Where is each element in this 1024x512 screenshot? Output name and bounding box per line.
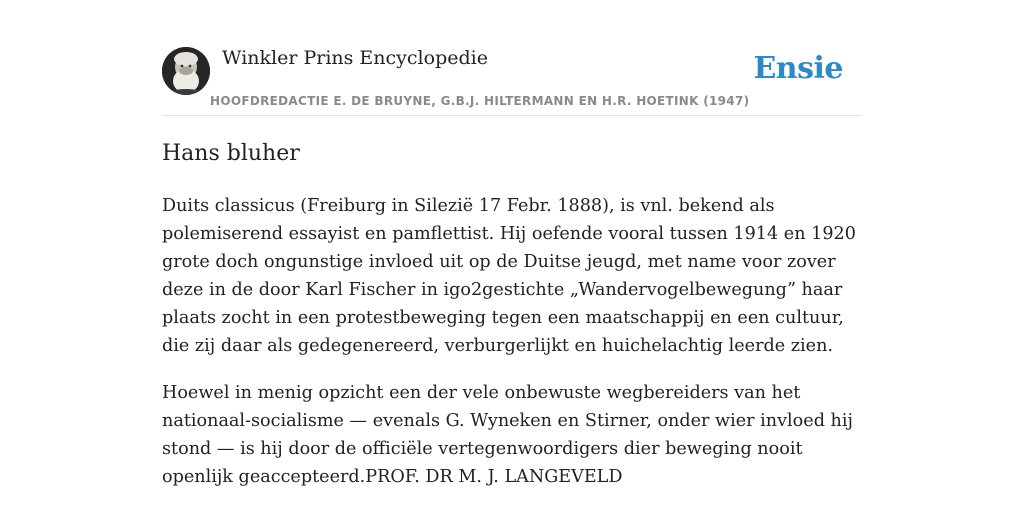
article-title: Hans bluher: [162, 141, 300, 166]
avatar[interactable]: [162, 47, 210, 95]
article: [162, 138, 862, 491]
article-paragraph: Duits classicus (Freiburg in Silezië 17 Febr. 1888), is vnl. bekend als polemiserend essayist en pamflettist. Hij oefende vooral tussen 1914 en 1920 grote doch ongunstige invloed uit op de Duitse jeugd, met name voor zover deze in de door Karl Fischer in igo2gestichte „Wandervogelbewegung” haar plaats zocht in een protestbeweging tegen een maatschappij en een cultuur, die zij daar als gedegenereerd, verburgerlijkt en huichelachtig leerde zien.: [162, 196, 856, 356]
source-header: [162, 0, 862, 116]
brand-logo[interactable]: Ensie: [753, 51, 843, 86]
article-paragraph: Hoewel in menig opzicht een der vele onbewuste wegbereiders van het nationaal-socialisme — evenals G. Wyneken en Stirner, onder wier invloed hij stond — is hij door de officiële vertegenwoordigers dier beweging nooit openlijk geaccepteerd.PROF. DR M. J. LANGEVELD: [162, 383, 853, 487]
source-editors: HOOFDREDACTIE E. DE BRUYNE, G.B.J. HILTERMANN EN H.R. HOETINK (1947): [210, 94, 750, 108]
author-portrait-icon: [162, 47, 210, 95]
source-title[interactable]: Winkler Prins Encyclopedie: [222, 47, 488, 69]
